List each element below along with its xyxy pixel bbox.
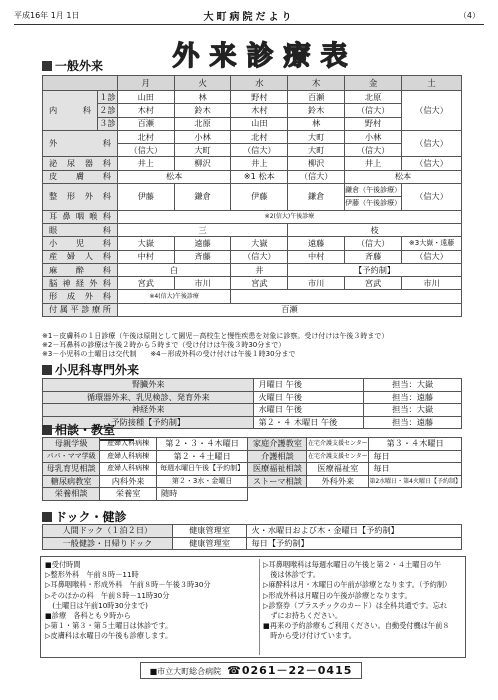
square-bullet-icon xyxy=(42,365,52,375)
info-divider xyxy=(259,559,260,655)
info-box xyxy=(40,556,466,658)
dept-pediatrics: 小児科 xyxy=(43,237,118,250)
table-row: 糖尿病教室 内科外来 第２・3水・金曜日 ストーマ相談 外科外来 第2水曜日・第4火曜日【予約制】 xyxy=(43,475,462,488)
table-row: 人間ドック（１泊２日） 健康管理室 火・水曜日および木・金曜日【予約制】 xyxy=(43,525,462,538)
dept-urology: 泌尿器科 xyxy=(43,157,118,170)
section-consult: 相談・教室 xyxy=(42,421,115,438)
table-row: 循環器外来、乳児検診、発育外来 火曜日 午後 担当：遠藤 xyxy=(43,391,462,404)
table-row: 母親学級 産婦人科病棟 第２・３・４木曜日 家庭介護教室 在宅介護支援センター 第３・４木曜日 xyxy=(43,438,462,451)
day-sat: 土 xyxy=(402,76,462,91)
day-fri: 金 xyxy=(345,76,402,91)
table-row: 伊藤（午後診療） xyxy=(43,197,462,210)
square-bullet-icon xyxy=(42,512,52,522)
day-wed: 水 xyxy=(231,76,288,91)
table-row: 脳神経外科 宮武 市川 宮武 市川 宮武 市川 xyxy=(43,277,462,290)
table-row: 予防接種【予約制】 第２・４ 木曜日 午後 担当：遠藤 xyxy=(43,416,462,429)
day-thu: 木 xyxy=(288,76,345,91)
page-header xyxy=(14,6,484,25)
info-left: ■受付時間 ▷整形外科 午前８時－11時 ▷耳鼻咽喉科・形成外科 午前８時－午後３時30分 ▷そのほかの科 午前８時－11時30分 (土曜日は午前10時30分まで) ■診療 各科とも９時から ▷第１・第３・第５土曜日は休診です。 ▷皮膚科は水曜日の午後も診療します。 xyxy=(45,560,211,641)
table-row: （信大） 大町 （信大） 大町 （信大） xyxy=(43,144,462,157)
dept-ophthalmology: 眼科 xyxy=(43,223,118,236)
table-row: 外科 北村 小林 北村 大町 小林 （信大） xyxy=(43,130,462,143)
dept-obgyn: 産婦人科 xyxy=(43,250,118,263)
issue-date: 平成16年 1月 1日 xyxy=(14,11,80,20)
section-general: 一般外来 xyxy=(42,57,103,74)
dock-table xyxy=(42,524,462,550)
table-row: 整形外科 伊藤 鎌倉 伊藤 鎌倉 鎌倉（午後診療） （信大） xyxy=(43,184,462,197)
table-row: パパ・ママ学級 産婦人科病棟 第２・４土曜日 介護相談 在宅介護支援センター 毎日 xyxy=(43,450,462,463)
info-right: ▷耳鼻咽喉科は毎週水曜日の午後と第２・４土曜日の午 後は休診です。 ▷麻酔科は月・木曜日の午前が診療となります。（予約制） ▷形成外科は月曜日の午後が診療となります。 ▷診察券（プラスチックのカード）は全科共通です。忘れ ずにお持ちください。 ■再来の予約診療もご利用ください。自動受付機は午前８ 時から受け付けています。 xyxy=(263,560,452,641)
dept-internal: 内科 xyxy=(43,91,98,131)
schedule-notes: ※1－皮膚科の１日診療（午後は原則として園児－高校生と慢性疾患を対象に診察。受け付けは午後３時まで） ※2－耳鼻科の診療は午後２時から５時まで（受け付けは午後３時30分まで） ※3－小児科の土曜日は交代制 ※4－形成外科の受け付けは午後１時30分まで xyxy=(42,332,389,358)
square-bullet-icon xyxy=(42,61,52,71)
table-row: 麻酔科 白 井 【予約制】 xyxy=(43,263,462,276)
consult-table xyxy=(42,437,462,501)
hospital-contact xyxy=(140,662,362,679)
table-row: 小児科 大嶽 遠藤 大嶽 遠藤 （信大） ※3大嶽・遠藤 xyxy=(43,237,462,250)
table-row: 神経外来 水曜日 午後 担当：大嶽 xyxy=(43,404,462,417)
square-bullet-icon xyxy=(42,425,52,435)
table-row: ２診 木村 鈴木 木村 鈴木 （信大） xyxy=(43,104,462,117)
table-row: 付属平診療所 百瀬 xyxy=(43,303,462,316)
dept-orthopedics: 整形外科 xyxy=(43,184,118,211)
section-pediatric-special: 小児科専門外来 xyxy=(42,361,139,378)
hospital-name: ■市立大町総合病院 xyxy=(149,667,222,676)
table-row: 内科 １診 山田 林 野村 百瀬 北原 （信大） xyxy=(43,91,462,104)
table-row: 皮膚科 松本 ※1 松本 （信大） 松本 xyxy=(43,170,462,183)
table-row: 産婦人科 中村 斉藤 （信大） 中村 斉藤 （信大） xyxy=(43,250,462,263)
dept-anesthesia: 麻酔科 xyxy=(43,263,118,276)
dept-rehab: 付属平診療所 xyxy=(43,303,118,316)
day-mon: 月 xyxy=(117,76,174,91)
table-row: 泌尿器科 井上 柳沢 井上 柳沢 井上 （信大） xyxy=(43,157,462,170)
table-row: 一般健診・日帰りドック 健康管理室 毎日【予約制】 xyxy=(43,537,462,550)
day-tue: 火 xyxy=(174,76,231,91)
day-header-row xyxy=(43,76,462,91)
table-row: 母乳育児相談 産婦人科病棟 毎週水曜日午後【予約制】 医療福祉相談 医療福祉室 毎日 xyxy=(43,463,462,476)
dept-surgery: 外科 xyxy=(43,130,118,157)
section-dock: ドック・健診 xyxy=(42,508,127,525)
phone-number: ☎0261－22－0415 xyxy=(227,664,353,677)
dept-dermatology: 皮膚科 xyxy=(43,170,118,183)
table-row: 耳鼻咽喉科 ※2(信大)午後診療 xyxy=(43,210,462,223)
newsletter-title: 大町病院だより xyxy=(203,12,295,23)
page-number: （4） xyxy=(458,11,480,20)
table-row: 腎臓外来 月曜日 午後 担当：大嶽 xyxy=(43,379,462,392)
dept-neurosurgery: 脳神経外科 xyxy=(43,277,118,290)
table-row: 眼科 三 枝 xyxy=(43,223,462,236)
table-row: 形成外科 ※4(信大)午後診療 xyxy=(43,290,462,303)
schedule-table xyxy=(42,75,462,317)
table-row: ３診 百瀬 北原 山田 林 野村 xyxy=(43,117,462,130)
dept-plastic: 形成外科 xyxy=(43,290,118,303)
dept-ent: 耳鼻咽喉科 xyxy=(43,210,118,223)
main-title: 外来診療表 xyxy=(172,41,358,72)
table-row: 栄養相談 栄養室 随時 xyxy=(43,488,462,501)
